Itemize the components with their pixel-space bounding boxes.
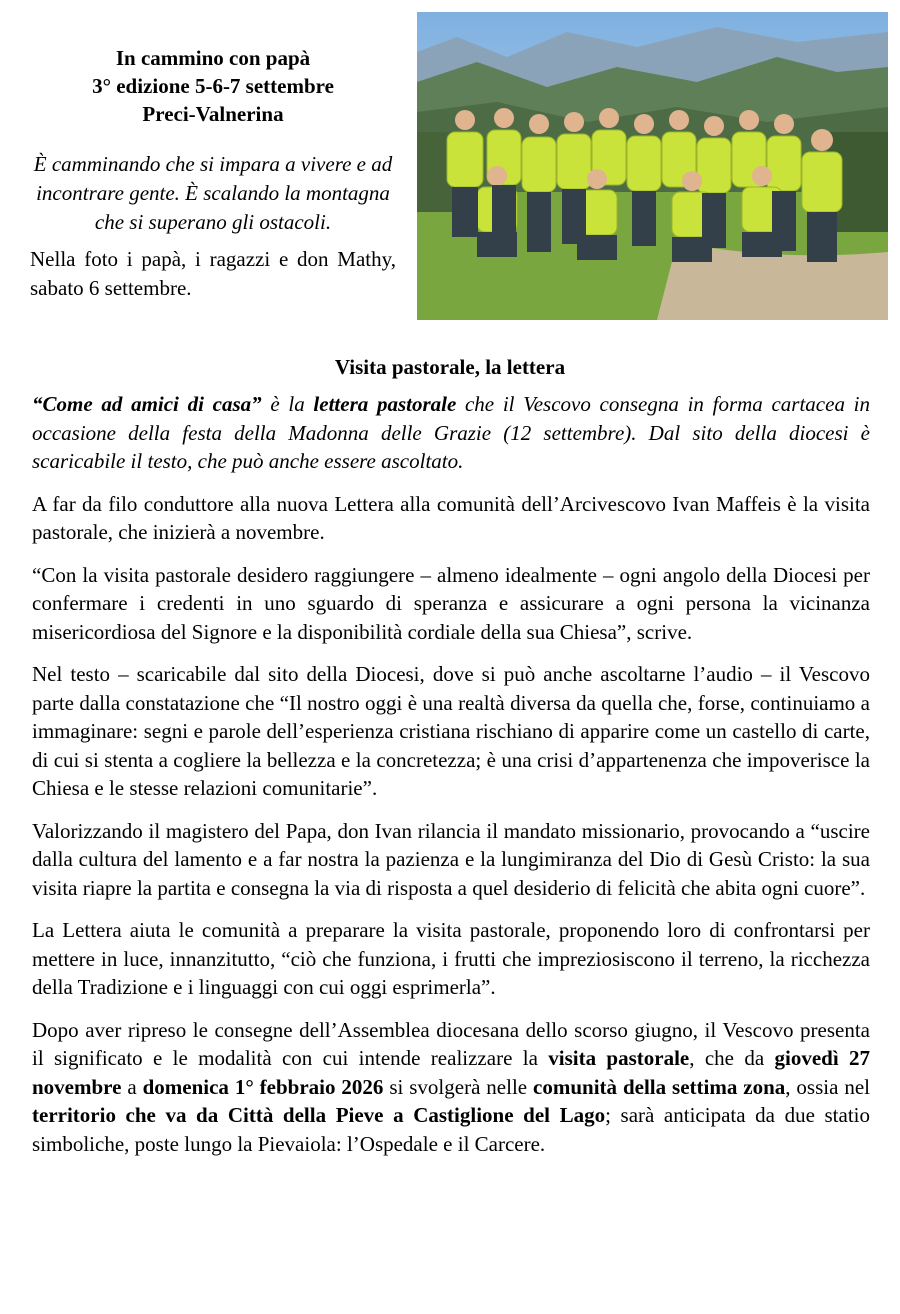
bold-run: comunità della settima zona <box>533 1074 786 1099</box>
text-run: si svolgerà nelle <box>383 1074 534 1099</box>
paragraph: La Lettera aiuta le comunità a preparare la visita pastorale, proponendo loro di confrontarsi per mettere in luce, innanzitutto, “ciò che funziona, i frutti che impreziosiscono il terreno, la ricchezza della Tradizione e i linguaggi con cui oggi esprimerla”. <box>32 918 870 999</box>
bold-run: domenica 1° febbraio 2026 <box>142 1074 384 1099</box>
event-quote: È camminando che si impara a vivere e ad incontrare gente. È scalando la montagna che si superano gli ostacoli. <box>33 152 393 234</box>
text-run: che il Vescovo consegna in forma cartacea in occasione della festa della Madonna delle Grazie (12 settembre). Dal sito della diocesi è scaricabile il testo, che può anche essere ascoltato. <box>32 392 870 473</box>
bold-run: visita pastorale <box>548 1046 690 1070</box>
group-photo-icon <box>417 12 888 320</box>
paragraph: Nel testo – scaricabile dal sito della Diocesi, dove si può anche ascoltarne l’audio – il Vescovo parte dalla constatazione che “Il nostro oggi è una realtà diversa da quella che, forse, continuiamo a immaginare: segni e parole dell’esperienza cristiana rischiano di apparire come un castello di carte, di cui si stenta a cogliere la bellezza e la concretezza; è una crisi d’appartenenza che impoverisce la Chiesa e le stesse relazioni comunitarie”. <box>32 662 870 800</box>
event-place-line: Preci-Valnerina <box>142 102 284 126</box>
text-run: Dopo aver ripreso le consegne dell’Assemblea diocesana dello scorso giugno, il Vescovo presenta il significato e le modalità con cui intende realizzare la <box>32 1017 870 1070</box>
text-run: , ossia nel <box>785 1074 871 1099</box>
paragraph: A far da filo conduttore alla nuova Lettera alla comunità dell’Arcivescovo Ivan Maffeis è la visita pastorale, che inizierà a novembre. <box>32 491 870 544</box>
text-run: , che da <box>689 1046 775 1070</box>
bold-run: lettera pastorale <box>313 392 457 416</box>
paragraph <box>32 390 870 476</box>
paragraph: Valorizzando il magistero del Papa, don Ivan rilancia il mandato missionario, provocando a “uscire dalla cultura del lamento e a far nostra la pazienza e la lungimiranza del Dio di Gesù Cristo: la sua visita riapre la partita e consegna la via di risposta a quel desiderio di felicità che abita ogni cuore”. <box>32 818 870 900</box>
text-run: è la <box>261 392 314 416</box>
text-run: a <box>121 1074 143 1099</box>
paragraph <box>32 1016 870 1159</box>
text-run: ; sarà anticipata da due statio simboliche, poste lungo la Pievaiola: l’Ospedale e il Carcere. <box>32 1103 870 1156</box>
event-title <box>30 44 396 128</box>
bold-run: territorio che va da Città della Pieve a Castiglione del Lago <box>32 1103 606 1127</box>
article-body <box>32 390 870 1172</box>
paragraph: “Con la visita pastorale desidero raggiungere – almeno idealmente – ogni angolo della Diocesi per confermare i credenti in uno sguardo di speranza e assicurare a ogni persona la vicinanza misericordiosa del Signore e la disponibilità cordiale della sua Chiesa”, scrive. <box>32 562 870 644</box>
event-title-line: In cammino con papà <box>115 46 311 70</box>
group-photo <box>417 12 888 320</box>
bold-run: giovedì 27 novembre <box>32 1046 870 1099</box>
section-title: Visita pastorale, la lettera <box>334 355 566 379</box>
letter-title: “Come ad amici di casa” <box>32 392 262 416</box>
photo-caption: Nella foto i papà, i ragazzi e don Mathy, sabato 6 settembre. <box>30 247 396 300</box>
event-box <box>30 44 396 303</box>
event-edition-line: 3° edizione 5-6-7 settembre <box>92 74 334 98</box>
